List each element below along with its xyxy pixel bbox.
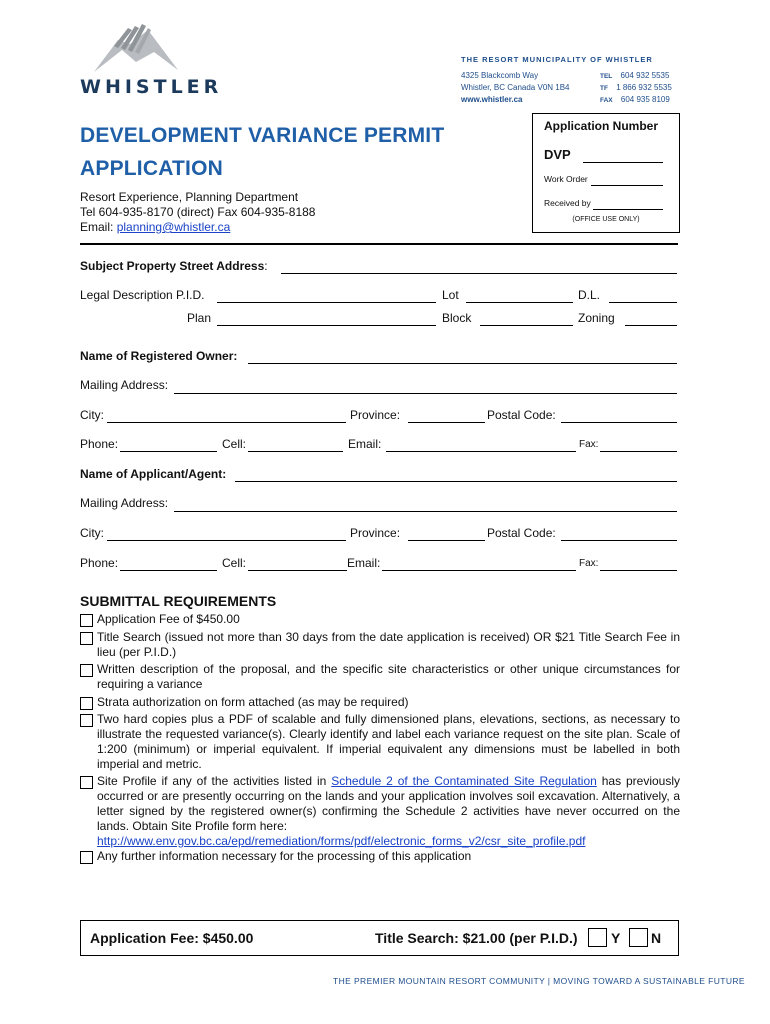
requirement-checkbox[interactable] [80,851,93,864]
street-address-label: Subject Property Street Address [80,259,265,273]
requirement-text: Any further information necessary for the processing of this application [97,849,472,863]
department-phone: Tel 604-935-8170 (direct) Fax 604-935-8188 [80,205,316,219]
application-number-heading: Application Number [544,119,659,133]
owner-province-field[interactable] [408,410,485,423]
form-title-line1: DEVELOPMENT VARIANCE PERMIT [80,124,445,147]
applicant-cell-field[interactable] [248,558,347,571]
applicant-postal-label: Postal Code: [487,526,556,540]
requirement-item [80,630,680,660]
work-order-label: Work Order [544,174,588,184]
applicant-mailing-label: Mailing Address: [80,496,169,510]
fee-summary-box [80,920,679,956]
applicant-email-field[interactable] [382,558,576,571]
fax-label: FAX [600,97,613,104]
form-title-line2: APPLICATION [80,157,223,180]
yes-label: Y [611,930,621,946]
requirement-text: Application Fee of $450.00 [97,612,240,626]
applicant-phone-field[interactable] [120,558,217,571]
dl-label: D.L. [578,288,601,302]
email-link[interactable]: planning@whistler.ca [116,220,231,234]
owner-name-field[interactable] [248,351,677,364]
department-name: Resort Experience, Planning Department [80,190,299,204]
municipality-name: THE RESORT MUNICIPALITY OF WHISTLER [461,55,653,64]
fax-row [600,94,670,107]
requirement-text [97,774,680,849]
requirement-item [80,695,680,710]
requirement-item [80,612,680,627]
applicant-name-field[interactable] [235,469,677,482]
tel-number: 604 932 5535 [620,71,670,80]
applicant-email-label: Email: [347,556,381,570]
dl-field[interactable] [609,290,677,303]
owner-heading: Name of Registered Owner: [80,349,238,363]
applicant-city-label: City: [80,526,104,540]
requirement-item [80,712,680,772]
department-email-row [80,220,230,235]
requirement-text: Strata authorization on form attached (as may be required) [97,695,409,709]
address-line1: 4325 Blackcomb Way [461,71,539,80]
requirement-text: Title Search (issued not more than 30 days from the date application is received) OR $21 Title Search Fee in lieu (per P.I.D.) [97,630,680,659]
owner-cell-field[interactable] [248,439,343,452]
requirement-text: Written description of the proposal, and the specific site characteristics or other unique circumstances for requiring a variance [97,662,680,691]
requirement-item-site-profile [80,774,680,849]
owner-fax-label: Fax: [579,439,599,450]
plan-field[interactable] [217,313,436,326]
requirement-item [80,662,680,692]
owner-city-field[interactable] [107,410,346,423]
requirement-checkbox[interactable] [80,697,93,710]
zoning-field[interactable] [625,313,677,326]
requirement-checkbox[interactable] [80,664,93,677]
no-label: N [651,930,662,946]
logo-wordmark: WHISTLER [80,76,223,98]
owner-province-label: Province: [350,408,401,422]
applicant-province-field[interactable] [408,528,485,541]
requirement-checkbox[interactable] [80,632,93,645]
pid-field[interactable] [217,290,436,303]
received-by-label: Received by [544,198,591,208]
applicant-province-label: Province: [350,526,401,540]
owner-email-label: Email: [348,437,382,451]
street-address-row: Subject Property Street Address: [80,259,268,273]
site-profile-text-pre: Site Profile if any of the activities listed in [97,774,332,788]
requirement-text: Two hard copies plus a PDF of scalable and fully dimensioned plans, elevations, sections, as necessary to illustrate the requested variance(s). Clearly identify and label each variance request on the site plan. Scale of 1:200 (minimum) or imperial equivalent. If imperial equivalent any dimensions must be labelled in both imperial and metric. [97,712,680,771]
owner-postal-label: Postal Code: [487,408,556,422]
plan-label: Plan [187,311,212,325]
owner-mailing-label: Mailing Address: [80,378,169,392]
header-divider [80,243,678,245]
applicant-fax-field[interactable] [600,558,677,571]
requirement-item [80,849,680,864]
applicant-cell-label: Cell: [222,556,247,570]
owner-phone-field[interactable] [120,439,217,452]
work-order-field[interactable] [591,173,663,186]
schedule-2-link[interactable]: Schedule 2 of the Contaminated Site Regulation [331,774,597,788]
owner-email-field[interactable] [386,439,576,452]
received-by-field[interactable] [593,197,663,210]
tel-label: TEL [600,73,613,80]
owner-phone-label: Phone: [80,437,119,451]
lot-label: Lot [442,288,459,302]
block-label: Block [442,311,472,325]
applicant-heading: Name of Applicant/Agent: [80,467,227,481]
dvp-label: DVP [544,147,571,162]
requirement-checkbox[interactable] [80,614,93,627]
title-search-fee-text: Title Search: $21.00 (per P.I.D.) [375,930,578,946]
street-address-field[interactable] [281,261,677,274]
dvp-field[interactable] [583,150,663,163]
footer-tagline: THE PREMIER MOUNTAIN RESORT COMMUNITY | MOVING TOWARD A SUSTAINABLE FUTURE [333,976,745,986]
owner-fax-field[interactable] [600,439,677,452]
whistler-logo-icon [88,22,180,74]
submittal-heading: SUBMITTAL REQUIREMENTS [80,593,277,609]
fax-number: 604 935 8109 [620,95,670,104]
email-label: Email: [80,220,117,234]
applicant-city-field[interactable] [107,528,346,541]
block-field[interactable] [480,313,573,326]
requirement-checkbox[interactable] [80,714,93,727]
owner-postal-field[interactable] [561,410,677,423]
title-search-no-checkbox[interactable] [629,928,648,947]
office-use-box [532,113,680,233]
lot-field[interactable] [466,290,573,303]
tf-label: TF [600,85,608,92]
website: www.whistler.ca [461,95,523,104]
application-fee-text: Application Fee: $450.00 [90,930,254,946]
office-use-note: (OFFICE USE ONLY) [572,216,640,223]
legal-pid-label: Legal Description P.I.D. [80,288,205,302]
owner-mailing-field[interactable] [174,381,677,394]
owner-city-label: City: [80,408,104,422]
applicant-postal-field[interactable] [561,528,677,541]
requirement-checkbox[interactable] [80,776,93,789]
site-profile-url-link[interactable]: http://www.env.gov.bc.ca/epd/remediation/forms/pdf/electronic_forms_v2/csr_site_profile.pdf [97,834,586,848]
title-search-yes-checkbox[interactable] [588,928,607,947]
applicant-mailing-field[interactable] [174,499,677,512]
zoning-label: Zoning [578,311,615,325]
site-profile-text-post: has previously occurred or are presently occurring on the lands and your application involves soil excavation. Alternatively, a letter signed by the registered owner(s) confirming the Schedule 2 activities have never occurred on the lands. Obtain Site Profile form here: [97,774,681,833]
tf-number: 1 866 932 5535 [616,83,672,92]
applicant-fax-label: Fax: [579,558,599,569]
applicant-phone-label: Phone: [80,556,119,570]
address-line2: Whistler, BC Canada V0N 1B4 [461,83,570,92]
owner-cell-label: Cell: [222,437,247,451]
